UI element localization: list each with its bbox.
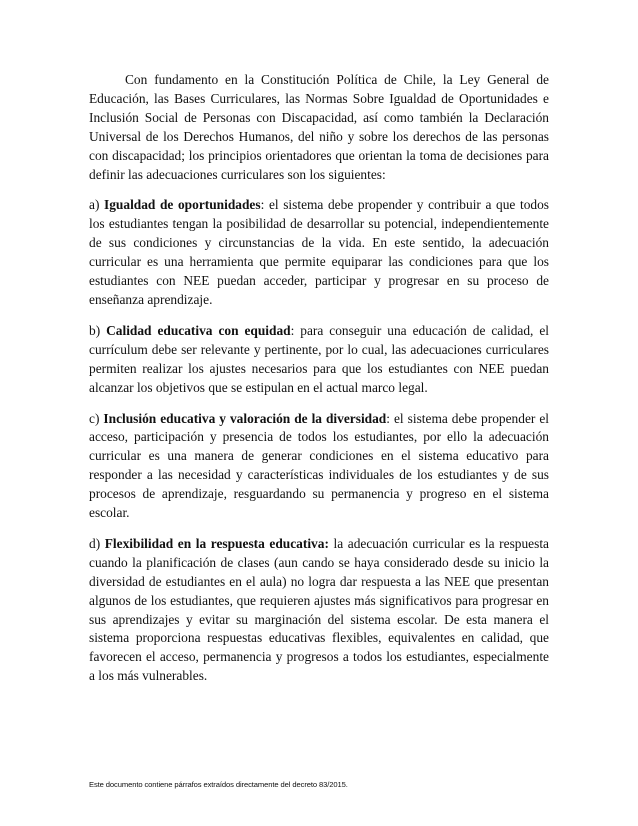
intro-paragraph: Con fundamento en la Constitución Política de Chile, la Ley General de Educación, las Bases Curriculares, las Normas Sobre Igualdad de Oportunidades e Inclusión Social de Personas con Discapacidad, así como también la Declaración Universal de los Derechos Humanos, del niño y sobre los derechos de las personas con discapacidad; los principios orientadores que orientan la toma de decisiones para definir las adecuaciones curriculares son los siguientes:	[89, 72, 549, 182]
principle-marker: d)	[89, 535, 105, 551]
principle-marker: b)	[89, 322, 107, 338]
principle-separator: :	[290, 322, 301, 338]
document-body	[89, 71, 549, 698]
principle-marker: a)	[89, 197, 105, 213]
principle-paragraph-a	[89, 196, 549, 309]
principle-separator: :	[386, 410, 394, 426]
principle-term: Igualdad de oportunidades	[104, 197, 261, 213]
principle-paragraph-c	[89, 410, 549, 523]
principle-text: la adecuación curricular es la respuesta cuando la planificación de clases (aun cando se haya considerado desde su inicio la diversidad de estudiantes en el aula) no logra dar respuesta a las NEE que presentan algunos de los estudiantes, que requieren ajustes más significativos para progresar en sus aprendizajes y evitar su marginación del sistema escolar. De esta manera el sistema proporciona respuestas educativas flexibles, equivalentes en calidad, que favorecen el acceso, permanencia y progresos a todos los estudiantes, especialmente a los más vulnerables.	[89, 535, 549, 684]
principle-term: Inclusión educativa y valoración de la diversidad	[103, 410, 387, 426]
principle-separator: :	[260, 197, 269, 213]
principle-paragraph-b	[89, 322, 549, 398]
principle-paragraph-d	[89, 535, 549, 686]
principle-term: Flexibilidad en la respuesta educativa:	[104, 535, 329, 551]
principle-text: el sistema debe propender el acceso, participación y presencia de todos los estudiantes, por ello la adecuación curricular es una manera de generar condiciones en el sistema educativo para responder a las necesidad y características individuales de los estudiantes y de sus procesos de aprendizaje, resguardando su permanencia y progreso en el sistema escolar.	[89, 410, 549, 521]
principle-text: para conseguir una educación de calidad, el currículum debe ser relevante y pertinente, por lo cual, las adecuaciones curriculares permiten realizar los ajustes necesarios para que los estudiantes con NEE puedan alcanzar los objetivos que se estipulan en el actual marco legal.	[89, 322, 549, 395]
principle-text: el sistema debe propender y contribuir a que todos los estudiantes tengan la posibilidad de desarrollar su potencial, independientemente de sus condiciones y circunstancias de la vida. En este sentido, la adecuación curricular es una herramienta que permite equiparar las condiciones para que los estudiantes con NEE puedan acceder, participar y progresar en su proceso de enseñanza aprendizaje.	[89, 197, 549, 307]
principle-marker: c)	[89, 410, 104, 426]
footer-note: Este documento contiene párrafos extraídos directamente del decreto 83/2015.	[89, 780, 348, 789]
principle-term: Calidad educativa con equidad	[106, 322, 291, 338]
